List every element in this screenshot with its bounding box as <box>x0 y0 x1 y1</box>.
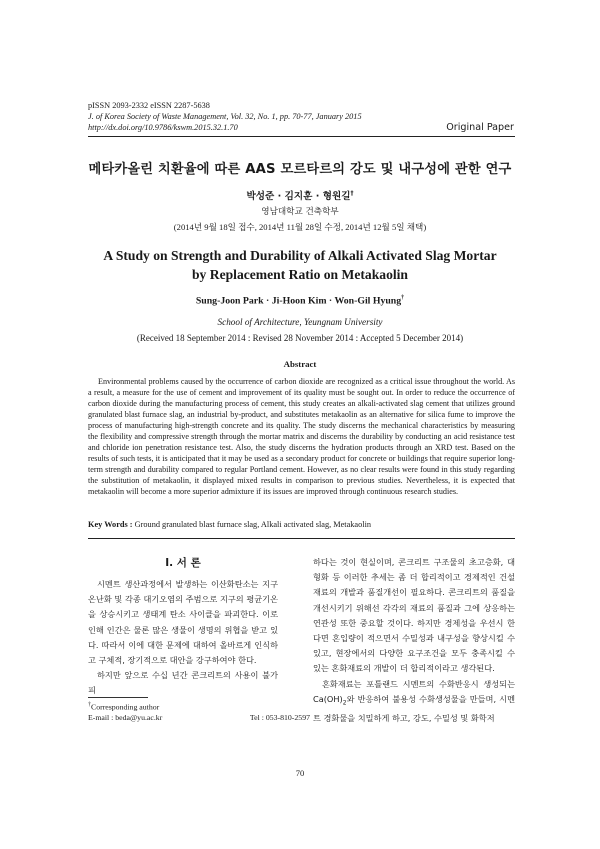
korean-dates: (2014년 9월 18일 접수, 2014년 11월 28일 수정, 2014년 12월 5일 채택) <box>173 222 427 232</box>
right-paragraph-1: 하다는 것이 현실이며, 콘크리트 구조물의 초고층화, 대형화 등 이러한 추세는 좀 더 합리적이고 경제적인 건설재료의 개발과 품질개선이 필요하다. 콘크리트의 품질을 개선시키기 위해선 각각의 재료의 품질과 그에 상응하는 연관성 또한 중요할 것이다. 하지만 경제성을 우선시 한다면 혼입량이 적으면서 수밀성과 내구성을 향상시킬 수 있고, 현장에서의 다양한 요구조건을 모두 충족시킬 수 있는 혼화재료의 개발이 더 합리적이라고 생각된다. <box>313 557 515 674</box>
right-paragraph-2 <box>313 677 515 726</box>
abstract-text: Environmental problems caused by the occurrence of carbon dioxide are recognized as a critical issue throughout the world. As a result, a measure for the use of cement and improvement of its quality must be sought out. In order to reduce the occurrence of carbon dioxide during the manufacturing process of cement, this study creates an alkali-activated slag cement that utilizes ground granulated blast furnace slag, an industrial by-product, and substitutes metakaolin as an alternative for silica fume to improve the process of manufacturing high-strength concrete and its quality. The study discerns the mechanical characteristics by measuring the flexibility and compressive strength through the mortar matrix and discerns the durability by conducting an acid resistance test and chloride ion penetration resistance test. Also, the study discerns the hydration products through an XRD test. Based on the results of such tests, it is anticipated that it may be used as a secondary product for concrete or buildings that require superior long-term strength and durability compared to regular Portland cement. However, as no clear results were found in this study regarding the substitution of metakaolin, it displayed mixed results in comparison to previous studies. Nevertheless, it is expected that metakaolin will become a more superior admixture if its issues are improved through continuous research studies. <box>88 377 515 496</box>
korean-authors-text: 박성준 · 김지훈 · 형원길 <box>246 191 351 202</box>
footnote-mark: † <box>88 702 91 708</box>
left-paragraph-1: 시멘트 생산과정에서 발생하는 이산화탄소는 지구온난화 및 각종 대기오염의 주범으로 지구의 평균기온을 상승시키고 생태계 탄소 사이클을 파괴한다. 이로 인해 인간은 물론 많은 생물이 생명의 위협을 받고 있다. 따라서 이에 대한 문제에 대하여 올바르게 인식하고 구체적, 장기적으로 대안을 강구하여야 한다. <box>88 579 278 666</box>
english-dates: (Received 18 September 2014 : Revised 28 November 2014 : Accepted 5 December 2014) <box>136 333 464 343</box>
korean-authors <box>0 188 600 202</box>
abstract-rule <box>88 538 515 539</box>
issn-line: pISSN 2093-2332 eISSN 2287-5638 <box>88 101 210 110</box>
column-left <box>88 577 278 699</box>
citation-line: J. of Korea Society of Waste Management, Vol. 32, No. 1, pp. 70-77, January 2015 <box>88 112 362 121</box>
footnote-tel: Tel : 053-810-2597 <box>249 712 310 722</box>
keywords-text: Ground granulated blast furnace slag, Alkali activated slag, Metakaolin <box>132 520 372 529</box>
page-number: 70 <box>295 768 305 778</box>
header-rule <box>88 136 515 137</box>
right-paragraph-2-part-b: 와 반응하여 불용성 수화생성물을 만들며, 시멘트 경화물을 치밀하게 하고, 강도, 수밀성 및 화학저 <box>313 693 515 723</box>
english-authors-text: Sung-Joon Park · Ji-Hoon Kim · Won-Gil Hyung <box>195 295 402 307</box>
english-author-mark: † <box>401 295 405 301</box>
english-authors <box>0 295 600 306</box>
right-paragraph-2-subscript: 2 <box>342 699 347 707</box>
footnote-label: Corresponding author <box>91 702 160 712</box>
section-heading-introduction: I. 서 론 <box>165 557 201 569</box>
keywords-label: Key Words : <box>88 520 133 529</box>
english-affiliation: School of Architecture, Yeungnam University <box>217 317 383 327</box>
korean-affiliation: 영남대학교 건축학부 <box>261 207 339 217</box>
right-paragraph-2-part-a: 혼화재료는 포틀랜드 시멘트의 수화반응시 생성되는 Ca(OH) <box>313 678 515 704</box>
footnote <box>88 700 310 723</box>
footnote-rule <box>88 697 148 698</box>
keywords <box>88 520 371 529</box>
english-title <box>0 246 600 284</box>
footnote-email: E-mail : beda@yu.ac.kr <box>88 712 163 722</box>
left-paragraph-2: 하지만 앞으로 수십 년간 콘크리트의 사용이 불가피 <box>88 670 278 696</box>
korean-author-mark: † <box>350 189 354 197</box>
paper-type-label: Original Paper <box>446 122 514 133</box>
korean-title: 메타카올린 치환율에 따른 AAS 모르타르의 강도 및 내구성에 관한 연구 <box>88 162 512 177</box>
abstract-heading: Abstract <box>283 359 317 369</box>
column-right <box>313 555 515 726</box>
doi-link[interactable]: http://dx.doi.org/10.9786/kswm.2015.32.1.70 <box>88 123 238 132</box>
english-title-line-2: by Replacement Ratio on Metakaolin <box>192 267 408 282</box>
english-title-line-1: A Study on Strength and Durability of Alkali Activated Slag Mortar <box>103 248 497 263</box>
